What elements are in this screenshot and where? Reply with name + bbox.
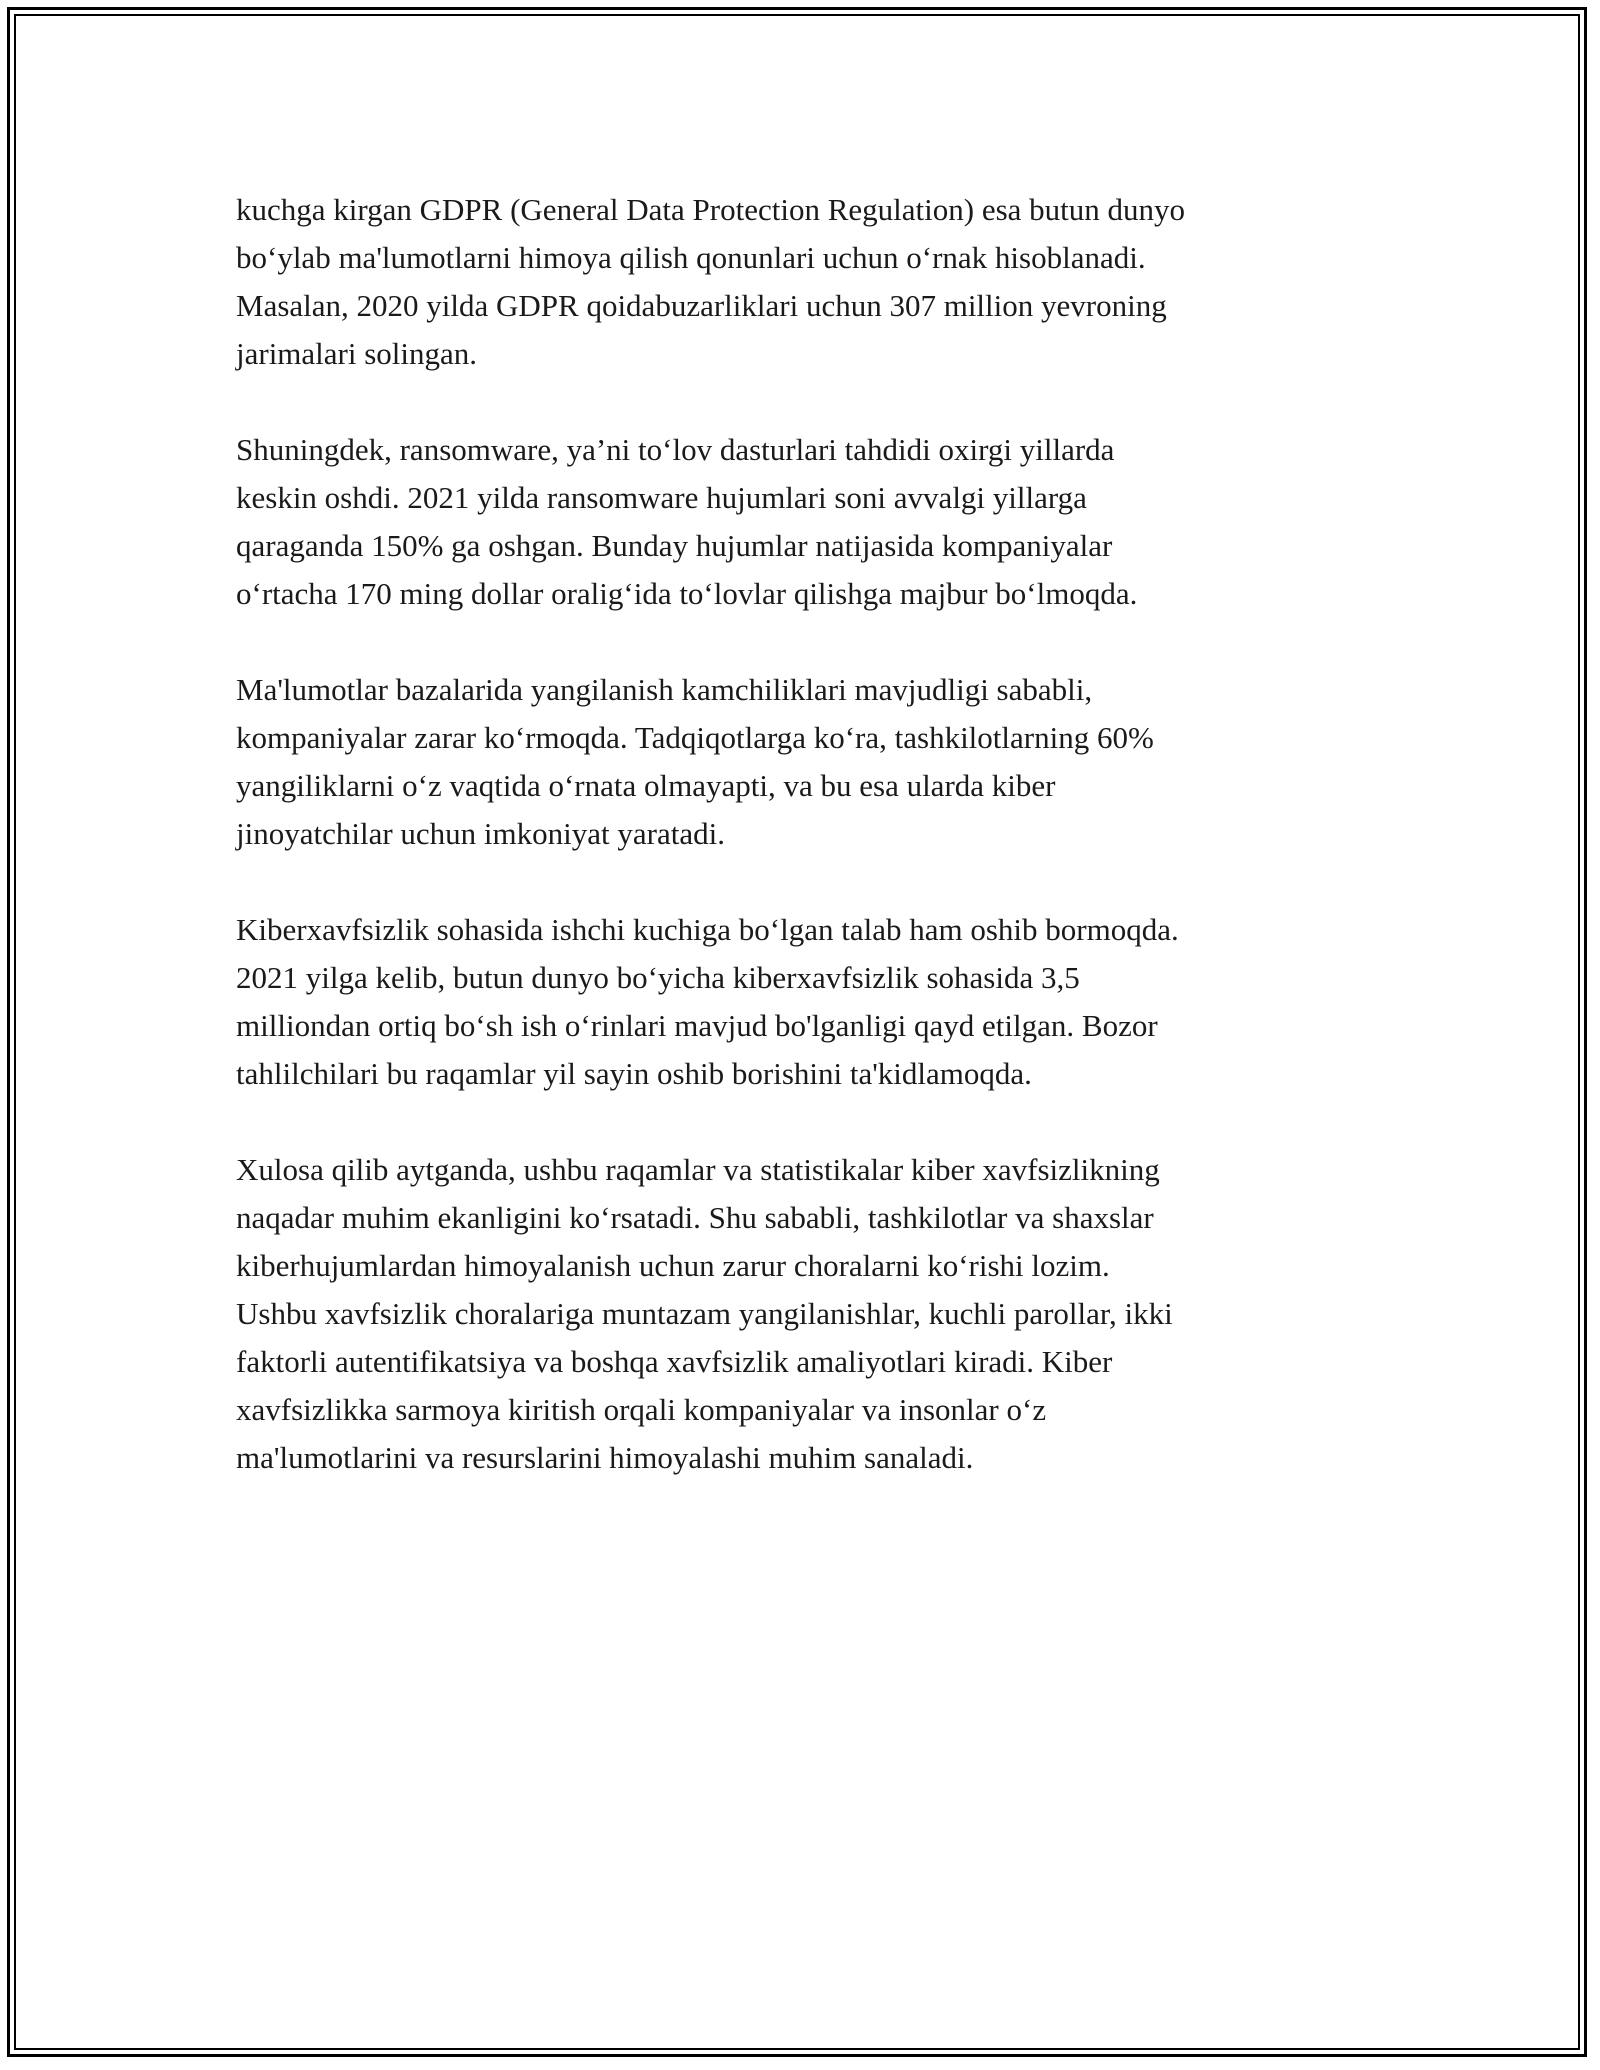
paragraph-ransomware: Shuningdek, ransomware, ya’ni to‘lov dasturlari tahdidi oxirgi yillarda keskin oshdi. 2021 yilda ransomware hujumlari soni avvalgi yillarga qaraganda 150% ga oshgan. Bunday hujumlar natijasida kompaniyalar o‘rtacha 170 ming dollar oralig‘ida to‘lovlar qilishga majbur bo‘lmoqda.: [236, 432, 1138, 611]
paragraph-conclusion: Xulosa qilib aytganda, ushbu raqamlar va statistikalar kiber xavfsizlikning naqadar muhim ekanligini ko‘rsatadi. Shu sababli, tashkilotlar va shaxslar kiberhujumlardan himoyalanish uchun zarur choralarni ko‘rishi lozim. Ushbu xavfsizlik choralariga muntazam yangilanishlar, kuchli parollar, ikki faktorli autentifikatsiya va boshqa xavfsizlik amaliyotlari kiradi. Kiber xavfsizlikka sarmoya kiritish orqali kompaniyalar va insonlar o‘z ma'lumotlarini va resurslarini himoyalashi muhim sanaladi.: [236, 1152, 1173, 1475]
paragraph-workforce-demand: Kiberxavfsizlik sohasida ishchi kuchiga bo‘lgan talab ham oshib bormoqda. 2021 yilga kelib, butun dunyo bo‘yicha kiberxavfsizlik sohasida 3,5 milliondan ortiq bo‘sh ish o‘rinlari mavjud bo'lganligi qayd etilgan. Bozor tahlilchilari bu raqamlar yil sayin oshib borishini ta'kidlamoqda.: [236, 912, 1179, 1091]
document-body: [236, 186, 1396, 1530]
paragraph-gdpr: kuchga kirgan GDPR (General Data Protection Regulation) esa butun dunyo bo‘ylab ma'lumotlarni himoya qilish qonunlari uchun o‘rnak hisoblanadi. Masalan, 2020 yilda GDPR qoidabuzarliklari uchun 307 million yevroning jarimalari solingan.: [236, 192, 1186, 371]
paragraph-database-updates: Ma'lumotlar bazalarida yangilanish kamchiliklari mavjudligi sababli, kompaniyalar zarar ko‘rmoqda. Tadqiqotlarga ko‘ra, tashkilotlarning 60% yangiliklarni o‘z vaqtida o‘rnata olmayapti, va bu esa ularda kiber jinoyatchilar uchun imkoniyat yaratadi.: [236, 672, 1154, 851]
